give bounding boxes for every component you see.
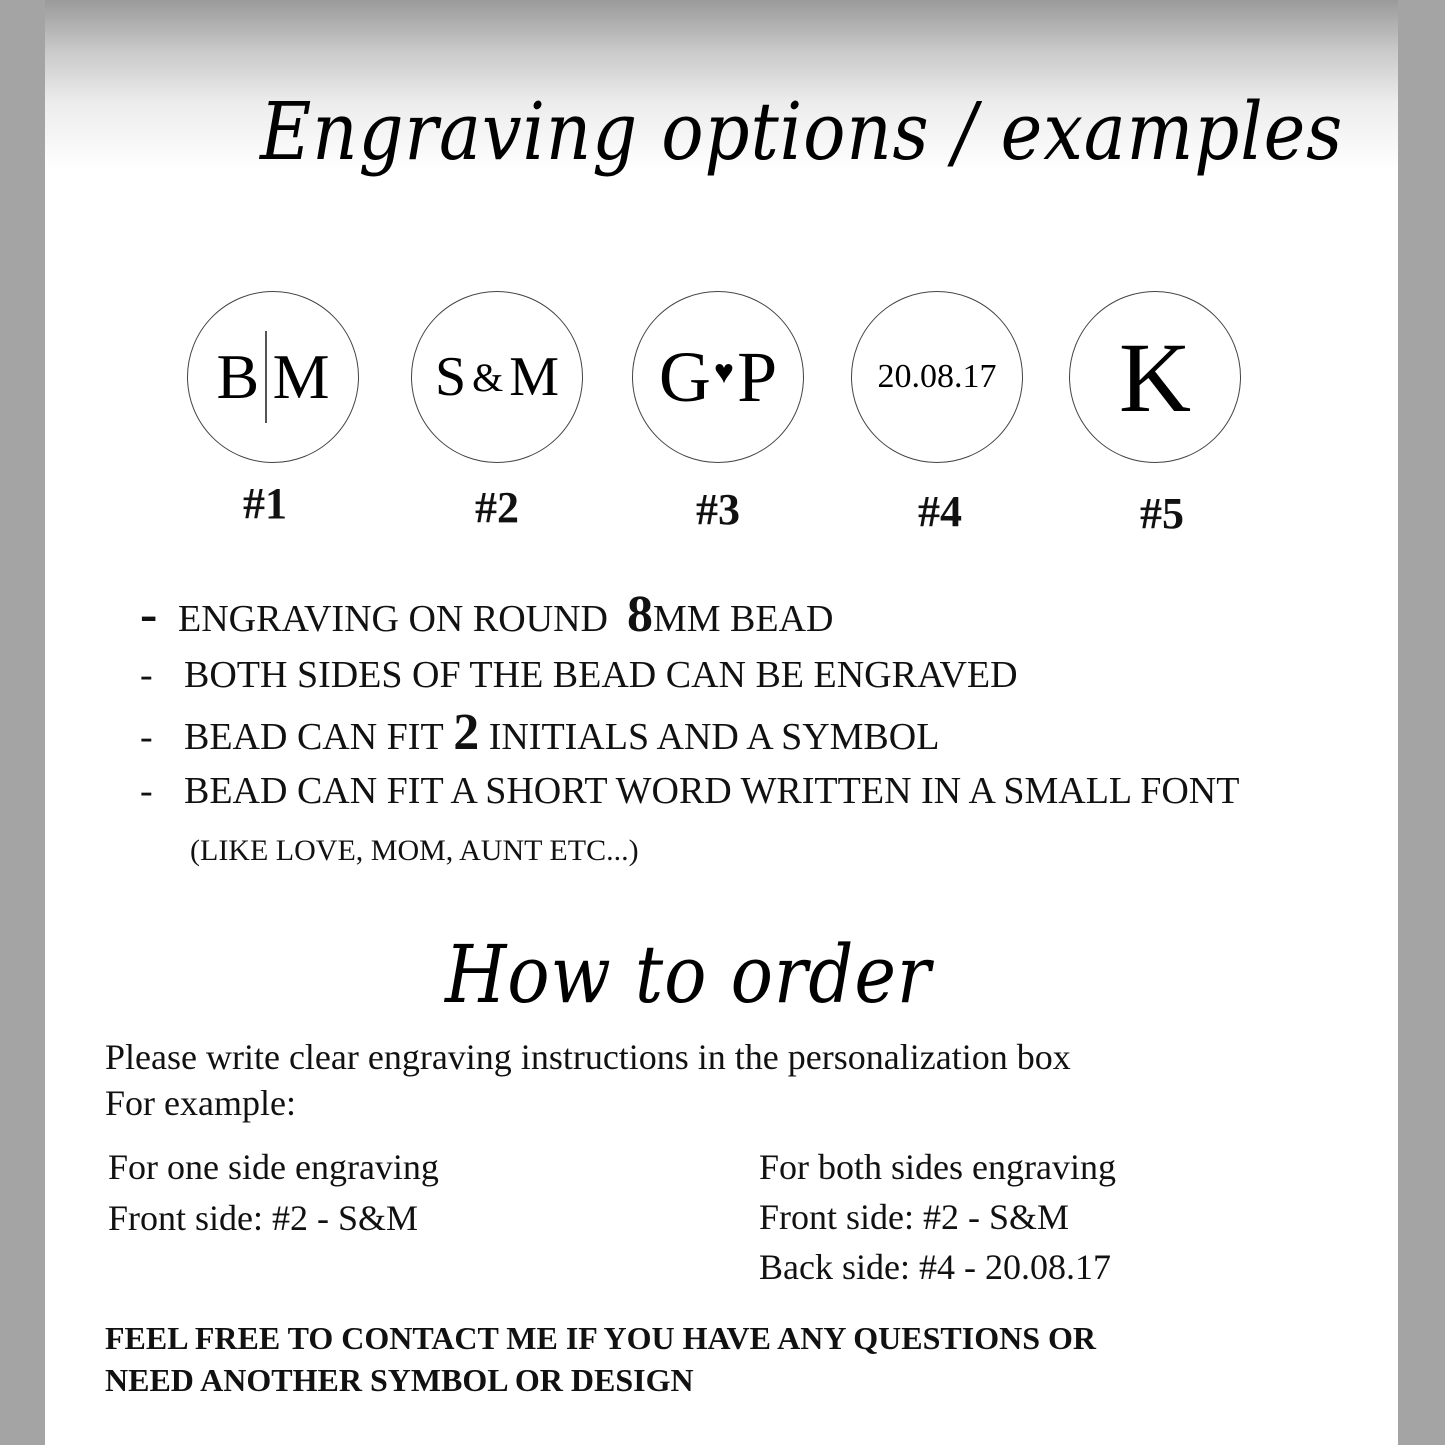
initial-right: M (272, 341, 330, 412)
note-both-sides: - BOTH SIDES OF THE BEAD CAN BE ENGRAVED (140, 654, 1018, 696)
contact-note-line-1: FEEL FREE TO CONTACT ME IF YOU HAVE ANY QUESTIONS OR (105, 1320, 1097, 1356)
initials-number: 2 (453, 704, 480, 761)
size-number: 8 (626, 586, 653, 643)
both-sides-front: Front side: #2 - S&M (759, 1197, 1070, 1237)
both-sides-back: Back side: #4 - 20.08.17 (759, 1247, 1111, 1287)
bead-example-4 (851, 291, 1023, 463)
one-side-heading: For one side engraving (108, 1147, 439, 1187)
note-examples: (LIKE LOVE, MOM, AUNT ETC...) (190, 834, 639, 867)
note-initials: - BEAD CAN FIT 2 INITIALS AND A SYMBOL (140, 704, 940, 761)
bead-number-3: #3 (696, 485, 740, 534)
date-text: 20.08.17 (877, 358, 997, 395)
ampersand-icon: & (472, 354, 504, 400)
bead-example-3 (632, 291, 804, 463)
one-side-front: Front side: #2 - S&M (108, 1198, 419, 1238)
initial-left: S (434, 346, 467, 408)
initial-left: B (216, 341, 260, 412)
dash-bullet: - (140, 770, 153, 812)
both-sides-heading: For both sides engraving (759, 1147, 1116, 1187)
order-instructions: Please write clear engraving instructions in the personalization box (105, 1037, 1071, 1077)
initial-left: G (658, 336, 711, 417)
dash-bullet: - (140, 654, 153, 696)
bead-example-2 (411, 291, 583, 463)
dash-bullet: - (140, 586, 158, 643)
contact-note-line-2: NEED ANOTHER SYMBOL OR DESIGN (105, 1362, 694, 1398)
bead-example-5 (1069, 291, 1241, 463)
page-sheet (45, 0, 1398, 1445)
bead-example-1 (187, 291, 359, 463)
bead-number-1: #1 (243, 479, 287, 528)
page-title: Engraving options / examples (260, 85, 1344, 178)
note-bead-size: - ENGRAVING ON ROUND 8MM BEAD (140, 586, 834, 643)
for-example-label: For example: (105, 1083, 296, 1123)
dash-bullet: - (140, 716, 153, 758)
bead-number-2: #2 (475, 483, 519, 532)
bead-number-5: #5 (1140, 489, 1184, 538)
initial-right: P (737, 336, 778, 417)
bead-number-4: #4 (918, 487, 962, 536)
how-to-order-title: How to order (445, 928, 932, 1021)
note-short-word: - BEAD CAN FIT A SHORT WORD WRITTEN IN A SMALL FONT (140, 770, 1240, 812)
initial-right: M (509, 346, 560, 408)
heart-icon: ♥ (713, 354, 735, 391)
initial-single: K (1118, 321, 1192, 433)
divider-line (265, 331, 267, 423)
